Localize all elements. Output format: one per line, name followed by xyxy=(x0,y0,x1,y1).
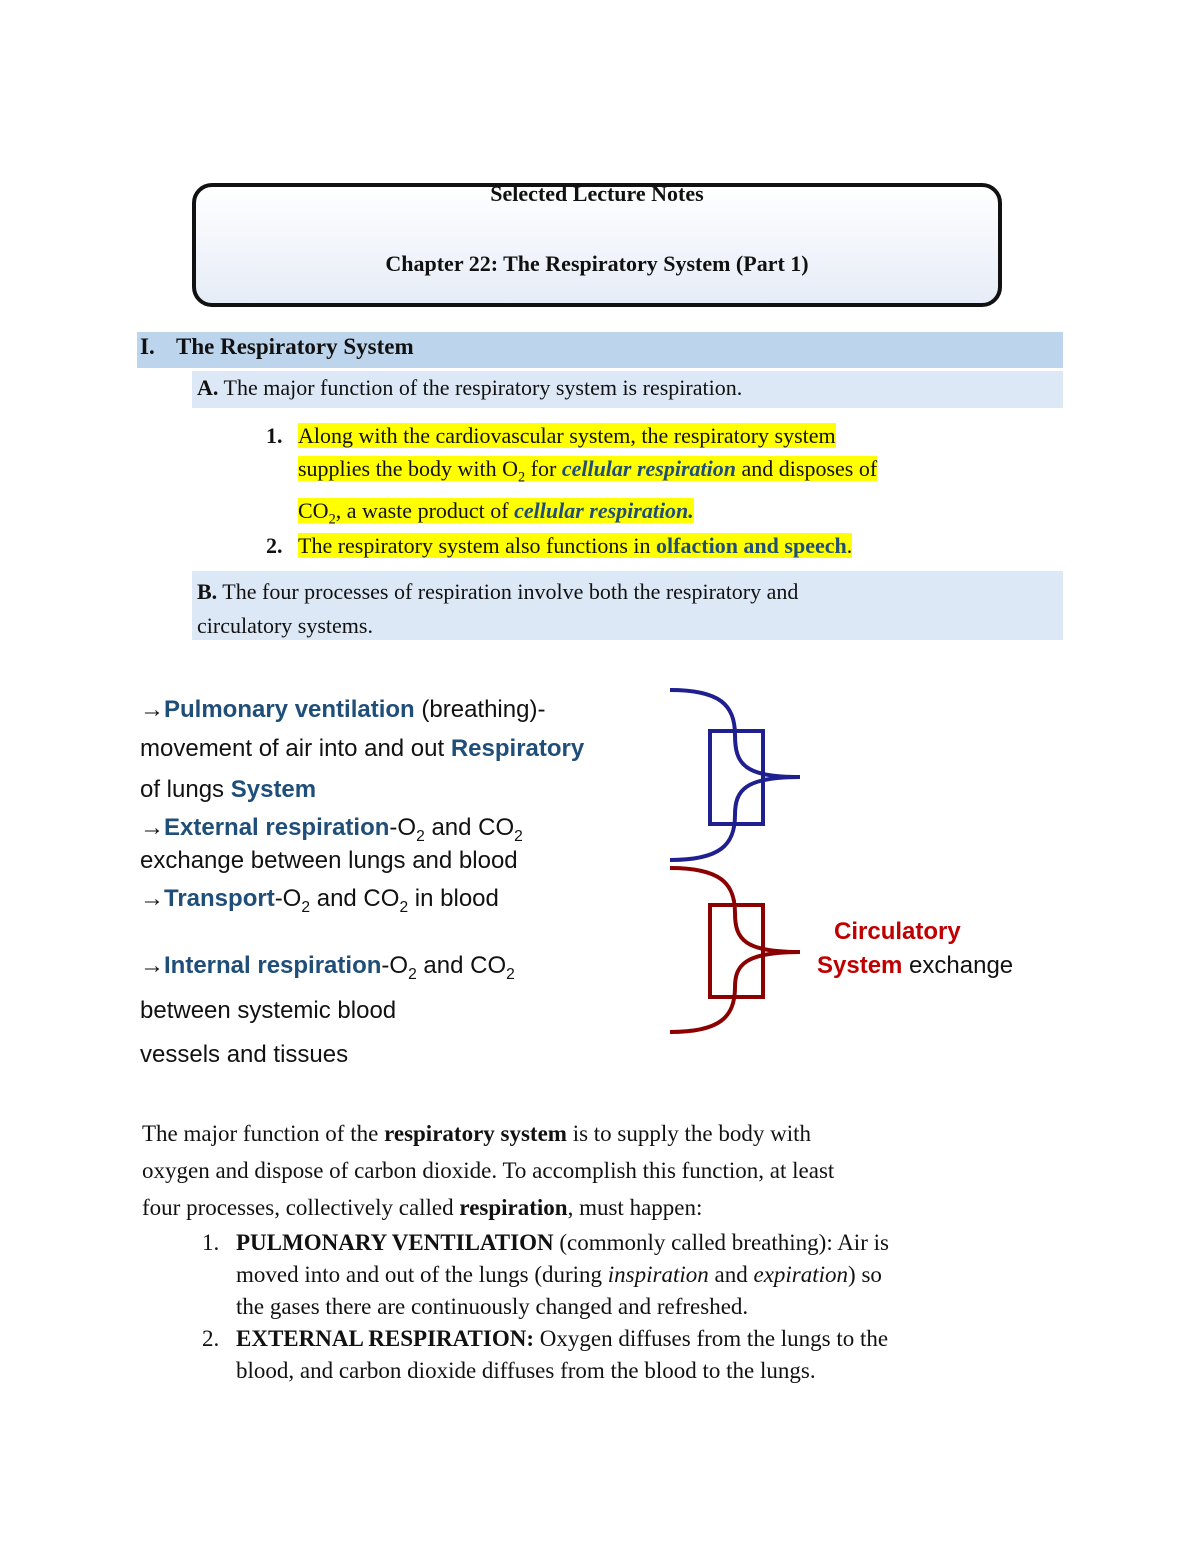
item-1-line2: supplies the body with $O_2$ for cellular respiration and disposes of xyxy=(298,456,878,486)
respiration-term: respiration xyxy=(459,1195,568,1220)
header-line2: Chapter 22: The Respiratory System (Part 1) xyxy=(385,251,809,276)
respiratory-bracket xyxy=(670,690,800,860)
cellular-respiration-term-2: cellular respiration. xyxy=(514,498,694,524)
pulmonary-ventilation: →Pulmonary ventilation (breathing)- xyxy=(140,696,546,723)
section-title: The Respiratory System xyxy=(176,334,414,359)
circulatory-bracket xyxy=(670,868,800,1032)
ir-term: Internal respiration xyxy=(164,952,382,979)
ir-line2: between systemic blood xyxy=(140,997,397,1024)
list-number-1: 1. xyxy=(202,1230,220,1255)
pulmonary-ventilation-term: PULMONARY VENTILATION xyxy=(236,1230,554,1255)
title-box xyxy=(192,183,1002,307)
circulatory-system-label: System exchange xyxy=(817,952,1014,979)
external-respiration: →External respiration-$O_2$ and $CO_2$ xyxy=(140,814,523,845)
body-paragraph: The major function of the respiratory system is to supply the body with oxygen and dispose of carbon dioxide. To accomplish this function, at least four processes, collectively called respiration, must happen: xyxy=(142,1121,835,1220)
process-list-item-2: 2. EXTERNAL RESPIRATION: Oxygen diffuses from the lungs to the blood, and carbon dioxide diffuses from the blood to the lungs. xyxy=(236,1323,1076,1387)
point-b-letter: B. xyxy=(197,579,218,604)
arrow-icon: → xyxy=(140,696,164,723)
point-b xyxy=(192,571,1063,640)
bracket-diagram xyxy=(660,680,820,1050)
er-line2: exchange between lungs and blood xyxy=(140,847,518,874)
olfaction-speech: olfaction and speech xyxy=(656,533,847,558)
point-b-line1: The four processes of respiration involve both the respiratory and xyxy=(222,579,799,604)
internal-respiration: →Internal respiration-$O_2$ and $CO_2$ xyxy=(140,952,515,983)
item-1 xyxy=(266,419,1038,537)
er-term: External respiration xyxy=(164,814,390,841)
arrow-icon: → xyxy=(140,952,164,979)
list-number-2: 2. xyxy=(202,1326,220,1351)
arrow-icon: → xyxy=(140,814,164,841)
point-a-letter: A. xyxy=(197,375,219,400)
point-a-text: The major function of the respiratory system is respiration. xyxy=(223,375,743,400)
process-list-item-1: 1. PULMONARY VENTILATION (commonly called breathing): Air is moved into and out of the lungs (during inspiration and expiration) so the gases there are continuously changed and refreshed. xyxy=(236,1227,1076,1323)
header-line1: Selected Lecture Notes xyxy=(490,181,704,206)
external-respiration-term: EXTERNAL RESPIRATION: xyxy=(236,1326,534,1351)
item-2-text: The respiratory system also functions in xyxy=(298,533,657,558)
system-label: System xyxy=(230,776,317,803)
item-1-line1: Along with the cardiovascular system, the respiratory system xyxy=(298,423,836,448)
transport: $\to Transport-O_2$ and $CO_2$ in blood xyxy=(140,885,499,916)
item-1-line3: $CO_2$, a waste product of cellular respiration. xyxy=(298,498,694,528)
cellular-respiration-term: cellular respiration xyxy=(561,456,736,481)
item-1-number: 1. xyxy=(266,423,283,448)
section-heading xyxy=(137,332,1063,368)
respiratory-system-term: respiratory system xyxy=(384,1121,567,1146)
respiratory-label: Respiratory xyxy=(450,735,585,762)
circulatory-label: Circulatory xyxy=(834,918,961,945)
arrow-icon: → xyxy=(140,885,164,912)
point-a xyxy=(192,371,1063,408)
pv-line2: movement of air into and out Respiratory xyxy=(140,735,585,762)
section-number: I. xyxy=(140,334,155,359)
item-2-number: 2. xyxy=(266,533,283,558)
transport-term: Transport xyxy=(164,885,275,912)
point-b-line2: circulatory systems. xyxy=(197,613,373,638)
pv-line3: of lungs System xyxy=(140,776,317,803)
pv-term: Pulmonary ventilation xyxy=(164,696,415,723)
item-2: 2. The respiratory system also functions in olfaction and speech. xyxy=(298,529,1038,562)
ir-line3: vessels and tissues xyxy=(140,1041,349,1068)
